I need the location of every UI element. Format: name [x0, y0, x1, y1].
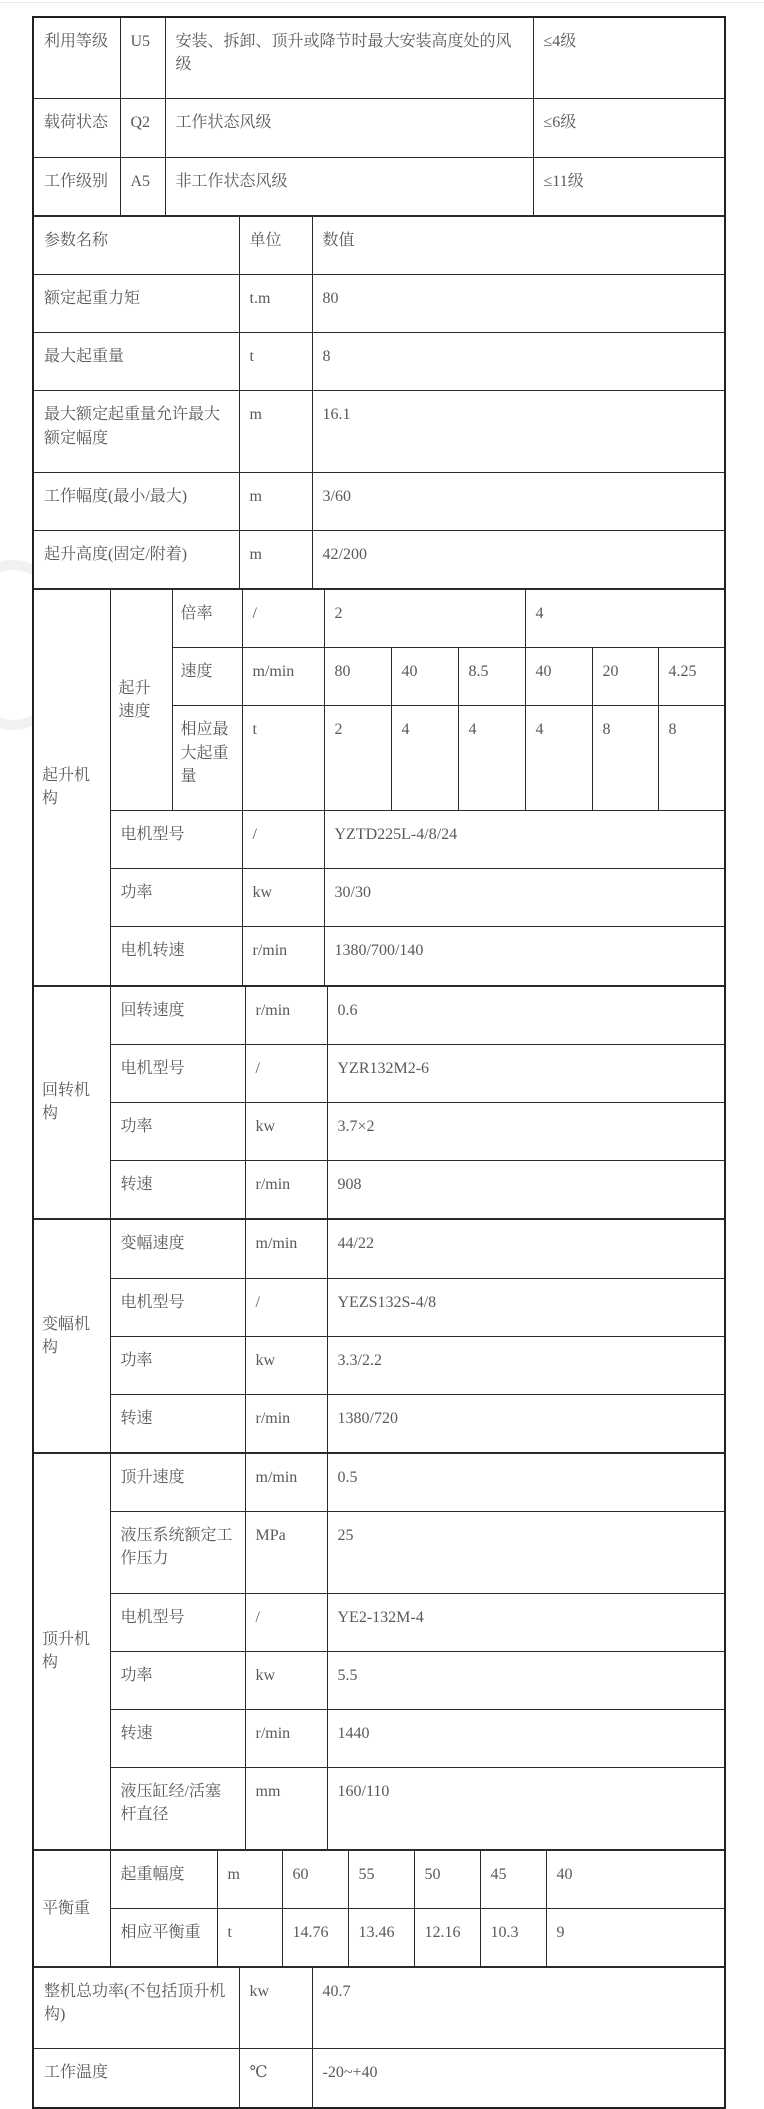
param-name: 起重幅度 [110, 1850, 217, 1908]
table-row [34, 986, 724, 1044]
param-value: 50 [414, 1850, 480, 1908]
section-label-counterweight: 平衡重 [34, 1850, 110, 1966]
param-name: 电机转速 [110, 927, 242, 985]
param-value: 1380/700/140 [324, 927, 724, 985]
param-name: 转速 [110, 1710, 245, 1768]
param-value: 160/110 [327, 1768, 724, 1849]
param-name: 速度 [172, 648, 242, 706]
param-value: 25 [327, 1512, 724, 1593]
param-unit: m [239, 391, 312, 472]
param-unit: m [239, 530, 312, 588]
param-value: 4 [525, 706, 592, 811]
param-name: 工作温度 [34, 2049, 239, 2107]
top-hairline [0, 2, 764, 3]
table-row [34, 99, 724, 157]
table-row [34, 1512, 724, 1593]
class-desc: 安装、拆卸、顶升或降节时最大安装高度处的风级 [165, 18, 533, 99]
param-value: 8 [592, 706, 658, 811]
param-value: 40 [546, 1850, 724, 1908]
param-value: 3.3/2.2 [327, 1336, 724, 1394]
footer-table [34, 1967, 724, 2107]
table-row [34, 1454, 724, 1512]
param-value: 1440 [327, 1710, 724, 1768]
counterweight-table [34, 1850, 724, 1967]
table-row [34, 927, 724, 985]
table-row [34, 1908, 724, 1966]
param-unit: m/min [245, 1454, 327, 1512]
param-name: 功率 [110, 1336, 245, 1394]
param-value: 40 [525, 648, 592, 706]
param-name: 电机型号 [110, 1044, 245, 1102]
table-row [34, 1161, 724, 1219]
class-code: A5 [120, 157, 165, 215]
col-header-unit: 单位 [239, 216, 312, 274]
param-name: 功率 [110, 1102, 245, 1160]
table-row [34, 18, 724, 99]
param-value: 1380/720 [327, 1394, 724, 1452]
param-value: 5.5 [327, 1651, 724, 1709]
param-value: 3/60 [312, 472, 724, 530]
param-name: 顶升速度 [110, 1454, 245, 1512]
class-desc: 工作状态风级 [165, 99, 533, 157]
table-row [34, 1768, 724, 1849]
param-name: 工作幅度(最小/最大) [34, 472, 239, 530]
slewing-table [34, 986, 724, 1220]
param-unit: r/min [245, 1394, 327, 1452]
table-row [34, 1593, 724, 1651]
param-value: 44/22 [327, 1220, 724, 1278]
param-unit: t.m [239, 274, 312, 332]
param-name: 电机型号 [110, 1593, 245, 1651]
table-row [34, 1394, 724, 1452]
param-unit: m/min [242, 648, 324, 706]
param-unit: r/min [245, 1161, 327, 1219]
class-limit: ≤4级 [533, 18, 724, 99]
param-value: 8 [658, 706, 724, 811]
table-row [34, 391, 724, 472]
param-name: 转速 [110, 1394, 245, 1452]
param-value: YEZS132S-4/8 [327, 1278, 724, 1336]
table-row [34, 590, 724, 648]
param-value: 0.6 [327, 986, 724, 1044]
param-value: 42/200 [312, 530, 724, 588]
class-label: 载荷状态 [34, 99, 120, 157]
param-value: 4 [458, 706, 525, 811]
section-label-slewing: 回转机构 [34, 986, 110, 1219]
param-unit: r/min [242, 927, 324, 985]
table-row [34, 333, 724, 391]
param-value: 4 [391, 706, 458, 811]
param-unit: kw [245, 1336, 327, 1394]
param-value: -20~+40 [312, 2049, 724, 2107]
param-value: 80 [312, 274, 724, 332]
param-value: 0.5 [327, 1454, 724, 1512]
param-value: 80 [324, 648, 391, 706]
param-value: YZR132M2-6 [327, 1044, 724, 1102]
param-unit: MPa [245, 1512, 327, 1593]
param-value: 10.3 [480, 1908, 546, 1966]
section-label-hoisting: 起升机构 [34, 590, 110, 986]
col-header-name: 参数名称 [34, 216, 239, 274]
table-row [34, 1710, 724, 1768]
param-unit: kw [245, 1651, 327, 1709]
table-row [34, 1850, 724, 1908]
param-value: 40 [391, 648, 458, 706]
spec-table [32, 16, 726, 2109]
param-value: 60 [282, 1850, 348, 1908]
param-name: 变幅速度 [110, 1220, 245, 1278]
class-code: U5 [120, 18, 165, 99]
classification-table [34, 18, 724, 216]
table-row [34, 1336, 724, 1394]
table-row [34, 1967, 724, 2048]
param-unit: t [242, 706, 324, 811]
param-name: 整机总功率(不包括顶升机构) [34, 1967, 239, 2048]
param-name: 相应平衡重 [110, 1908, 217, 1966]
table-row [34, 811, 724, 869]
param-unit: / [242, 590, 324, 648]
param-unit: / [245, 1278, 327, 1336]
param-value: 4 [525, 590, 724, 648]
param-value: 30/30 [324, 869, 724, 927]
param-name: 液压缸经/活塞杆直径 [110, 1768, 245, 1849]
param-value: 20 [592, 648, 658, 706]
param-unit: / [242, 811, 324, 869]
param-value: 16.1 [312, 391, 724, 472]
table-row [34, 2049, 724, 2107]
table-row [34, 472, 724, 530]
param-name: 起升高度(固定/附着) [34, 530, 239, 588]
param-unit: r/min [245, 1710, 327, 1768]
class-limit: ≤11级 [533, 157, 724, 215]
luffing-table [34, 1219, 724, 1453]
param-value: 4.25 [658, 648, 724, 706]
param-value: 2 [324, 590, 525, 648]
parameters-table [34, 216, 724, 589]
param-name: 功率 [110, 869, 242, 927]
param-unit: mm [245, 1768, 327, 1849]
param-value: 8.5 [458, 648, 525, 706]
param-name: 液压系统额定工作压力 [110, 1512, 245, 1593]
header-row [34, 216, 724, 274]
param-unit: kw [239, 1967, 312, 2048]
param-value: 13.46 [348, 1908, 414, 1966]
class-label: 工作级别 [34, 157, 120, 215]
hoisting-speed-group-label: 起升速度 [110, 590, 172, 811]
col-header-value: 数值 [312, 216, 724, 274]
param-value: 55 [348, 1850, 414, 1908]
class-desc: 非工作状态风级 [165, 157, 533, 215]
table-row [34, 1278, 724, 1336]
param-unit: / [245, 1593, 327, 1651]
table-row [34, 1651, 724, 1709]
param-unit: m [239, 472, 312, 530]
param-name: 转速 [110, 1161, 245, 1219]
param-value: YZTD225L-4/8/24 [324, 811, 724, 869]
param-name: 额定起重力矩 [34, 274, 239, 332]
param-name: 相应最大起重量 [172, 706, 242, 811]
class-label: 利用等级 [34, 18, 120, 99]
table-row [34, 157, 724, 215]
param-unit: m/min [245, 1220, 327, 1278]
table-row [34, 530, 724, 588]
param-value: 908 [327, 1161, 724, 1219]
param-value: YE2-132M-4 [327, 1593, 724, 1651]
param-name: 回转速度 [110, 986, 245, 1044]
param-value: 3.7×2 [327, 1102, 724, 1160]
param-name: 倍率 [172, 590, 242, 648]
param-name: 电机型号 [110, 811, 242, 869]
param-value: 12.16 [414, 1908, 480, 1966]
param-unit: / [245, 1044, 327, 1102]
table-row [34, 869, 724, 927]
param-name: 最大起重量 [34, 333, 239, 391]
param-unit: t [239, 333, 312, 391]
class-limit: ≤6级 [533, 99, 724, 157]
param-name: 功率 [110, 1651, 245, 1709]
param-name: 最大额定起重量允许最大额定幅度 [34, 391, 239, 472]
table-row [34, 1102, 724, 1160]
param-value: 14.76 [282, 1908, 348, 1966]
hoisting-table [34, 589, 724, 986]
section-label-luffing: 变幅机构 [34, 1220, 110, 1453]
jacking-table [34, 1453, 724, 1850]
param-unit: kw [245, 1102, 327, 1160]
param-unit: r/min [245, 986, 327, 1044]
param-value: 45 [480, 1850, 546, 1908]
param-unit: ℃ [239, 2049, 312, 2107]
table-row [34, 1044, 724, 1102]
table-row [34, 274, 724, 332]
param-value: 2 [324, 706, 391, 811]
param-value: 40.7 [312, 1967, 724, 2048]
class-code: Q2 [120, 99, 165, 157]
param-value: 8 [312, 333, 724, 391]
section-label-jacking: 顶升机构 [34, 1454, 110, 1850]
param-value: 9 [546, 1908, 724, 1966]
param-unit: t [217, 1908, 282, 1966]
param-unit: m [217, 1850, 282, 1908]
param-unit: kw [242, 869, 324, 927]
param-name: 电机型号 [110, 1278, 245, 1336]
table-row [34, 1220, 724, 1278]
